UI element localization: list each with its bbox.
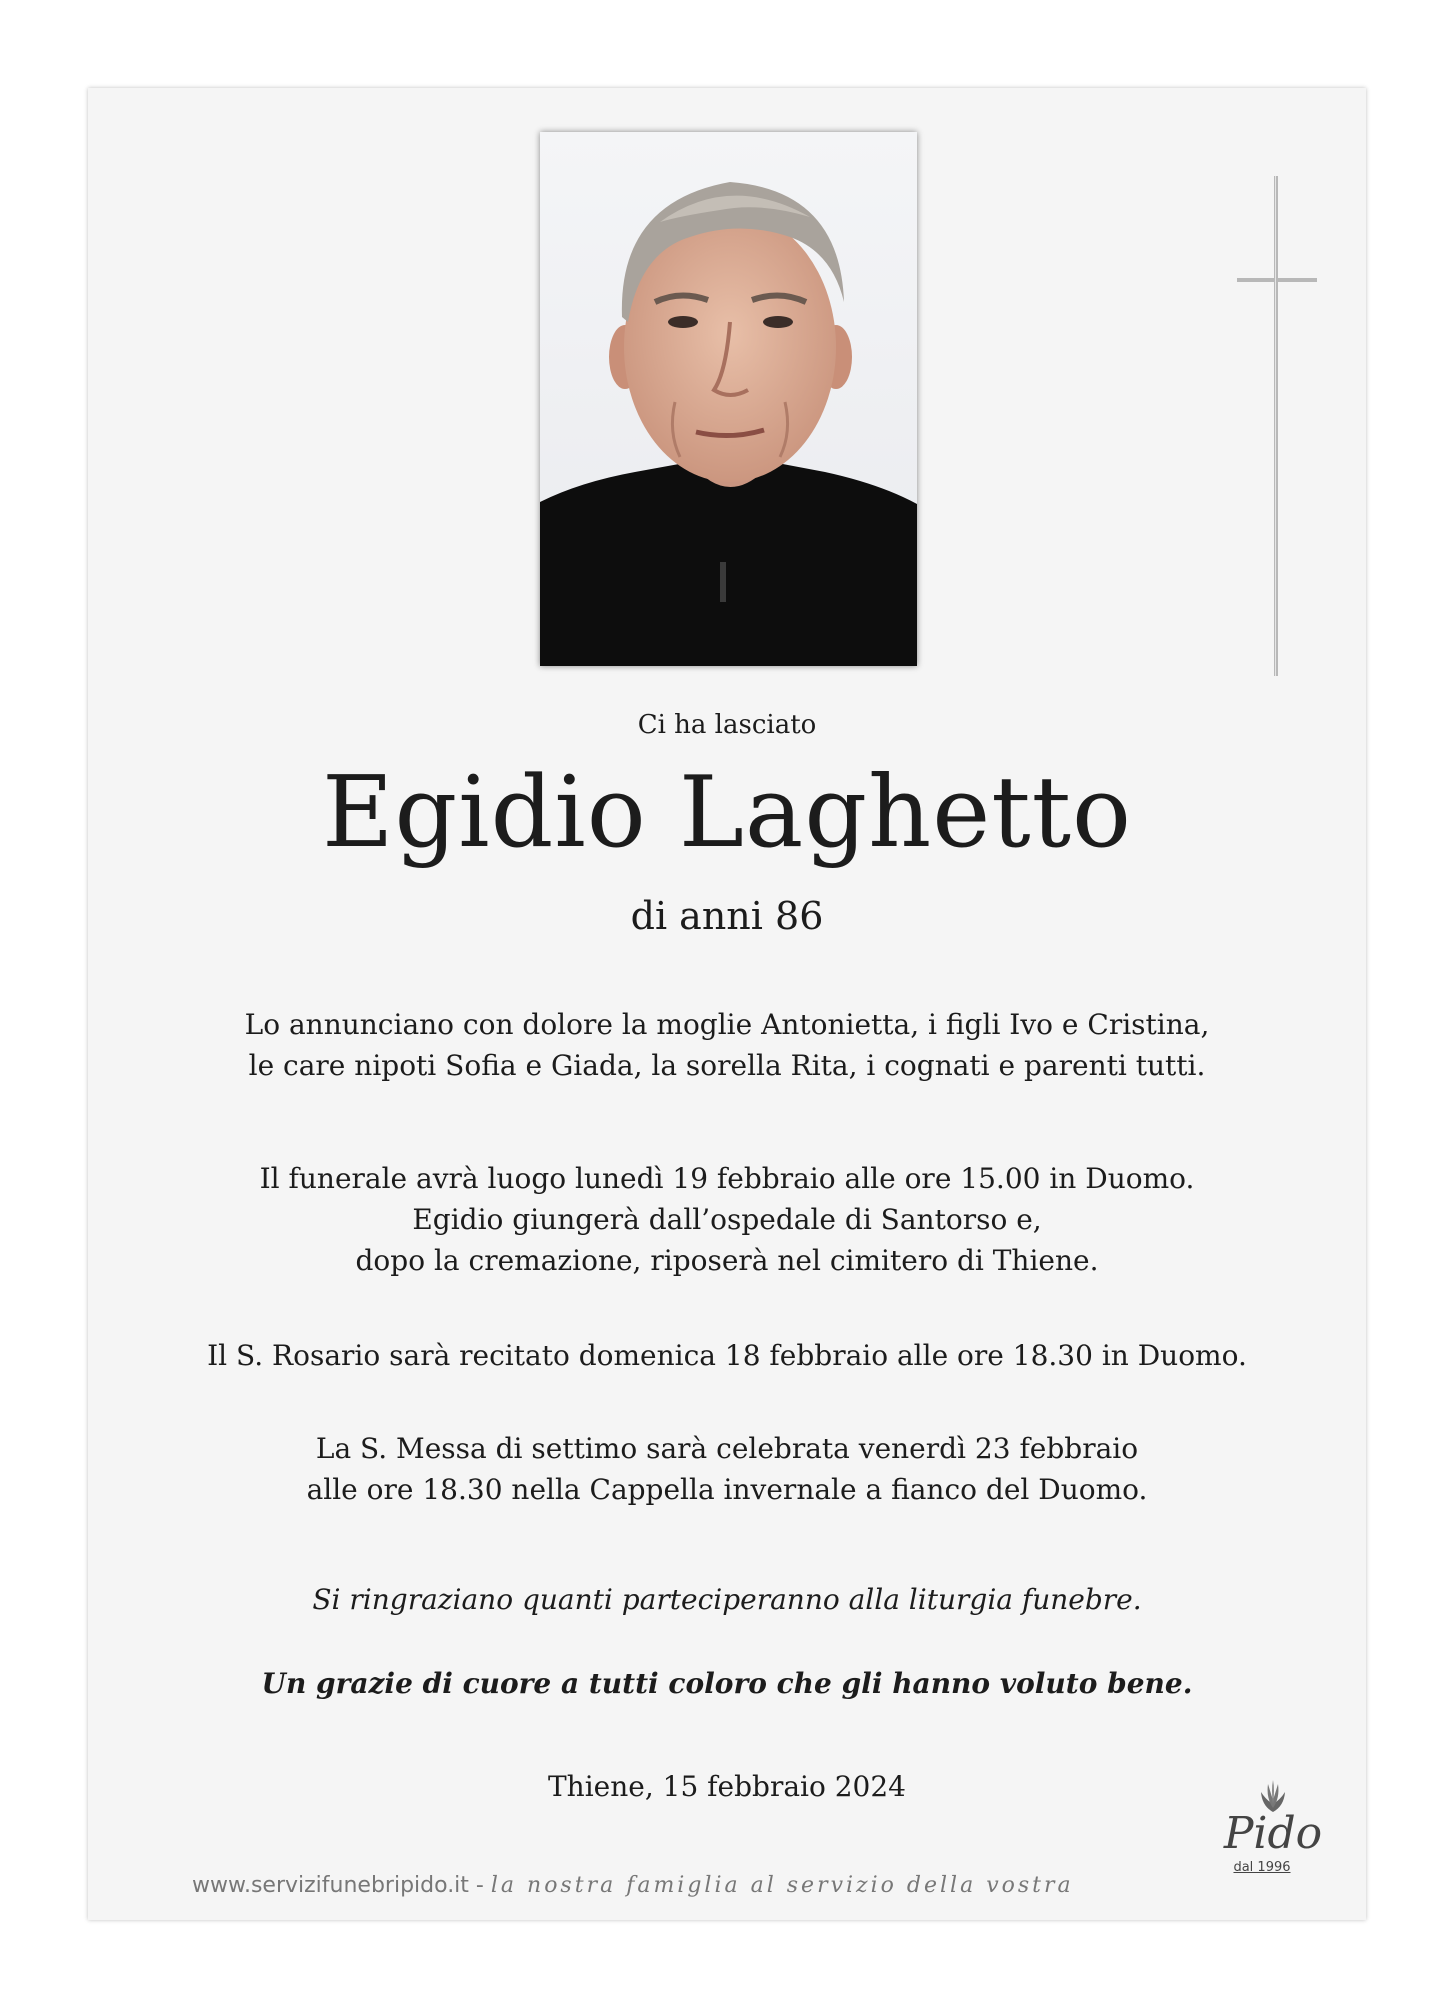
logo-since: dal 1996 xyxy=(1233,1860,1291,1875)
place-date: Thiene, 15 febbraio 2024 xyxy=(548,1770,906,1803)
rosary-line: Il S. Rosario sarà recitato domenica 18 febbraio alle ore 18.30 in Duomo. xyxy=(207,1339,1247,1372)
funeral-line: Egidio giungerà dall’ospedale di Santorso e, xyxy=(412,1203,1042,1236)
deceased-name: Egidio Laghetto xyxy=(322,756,1132,870)
mass-line: La S. Messa di settimo sarà celebrata venerdì 23 febbraio xyxy=(315,1432,1139,1465)
footer-tagline: la nostra famiglia al servizio della vostra xyxy=(490,1873,1074,1898)
funeral-paragraph xyxy=(88,1158,1366,1281)
family-line: Lo annunciano con dolore la moglie Antonietta, i figli Ivo e Cristina, xyxy=(244,1008,1210,1041)
mass-line: alle ore 18.30 nella Cappella invernale a fianco del Duomo. xyxy=(306,1473,1148,1506)
portrait-image xyxy=(540,132,917,666)
thanks-heart: Un grazie di cuore a tutti coloro che gli hanno voluto bene. xyxy=(261,1667,1193,1700)
portrait-photo xyxy=(540,132,917,666)
footer-separator: - xyxy=(468,1873,491,1898)
family-paragraph xyxy=(88,1004,1366,1086)
cross-icon xyxy=(1237,176,1317,676)
website-link[interactable]: www.servizifunebripido.it xyxy=(192,1873,469,1898)
funeral-line: Il funerale avrà luogo lunedì 19 febbraio alle ore 15.00 in Duomo. xyxy=(259,1162,1195,1195)
thanks-liturgy: Si ringraziano quanti parteciperanno alla liturgia funebre. xyxy=(312,1583,1142,1616)
deceased-age: di anni 86 xyxy=(630,894,824,938)
funeral-line: dopo la cremazione, riposerà nel cimitero di Thiene. xyxy=(355,1244,1099,1277)
mass-paragraph xyxy=(88,1428,1366,1510)
family-line: le care nipoti Sofia e Giada, la sorella Rita, i cognati e parenti tutti. xyxy=(248,1049,1206,1082)
rosary-paragraph xyxy=(88,1335,1366,1376)
obituary-card xyxy=(88,88,1366,1920)
footer xyxy=(192,1873,1074,1898)
funeral-home-logo xyxy=(1208,1778,1338,1888)
intro-text: Ci ha lasciato xyxy=(637,710,817,740)
logo-name: Pido xyxy=(1223,1808,1323,1859)
